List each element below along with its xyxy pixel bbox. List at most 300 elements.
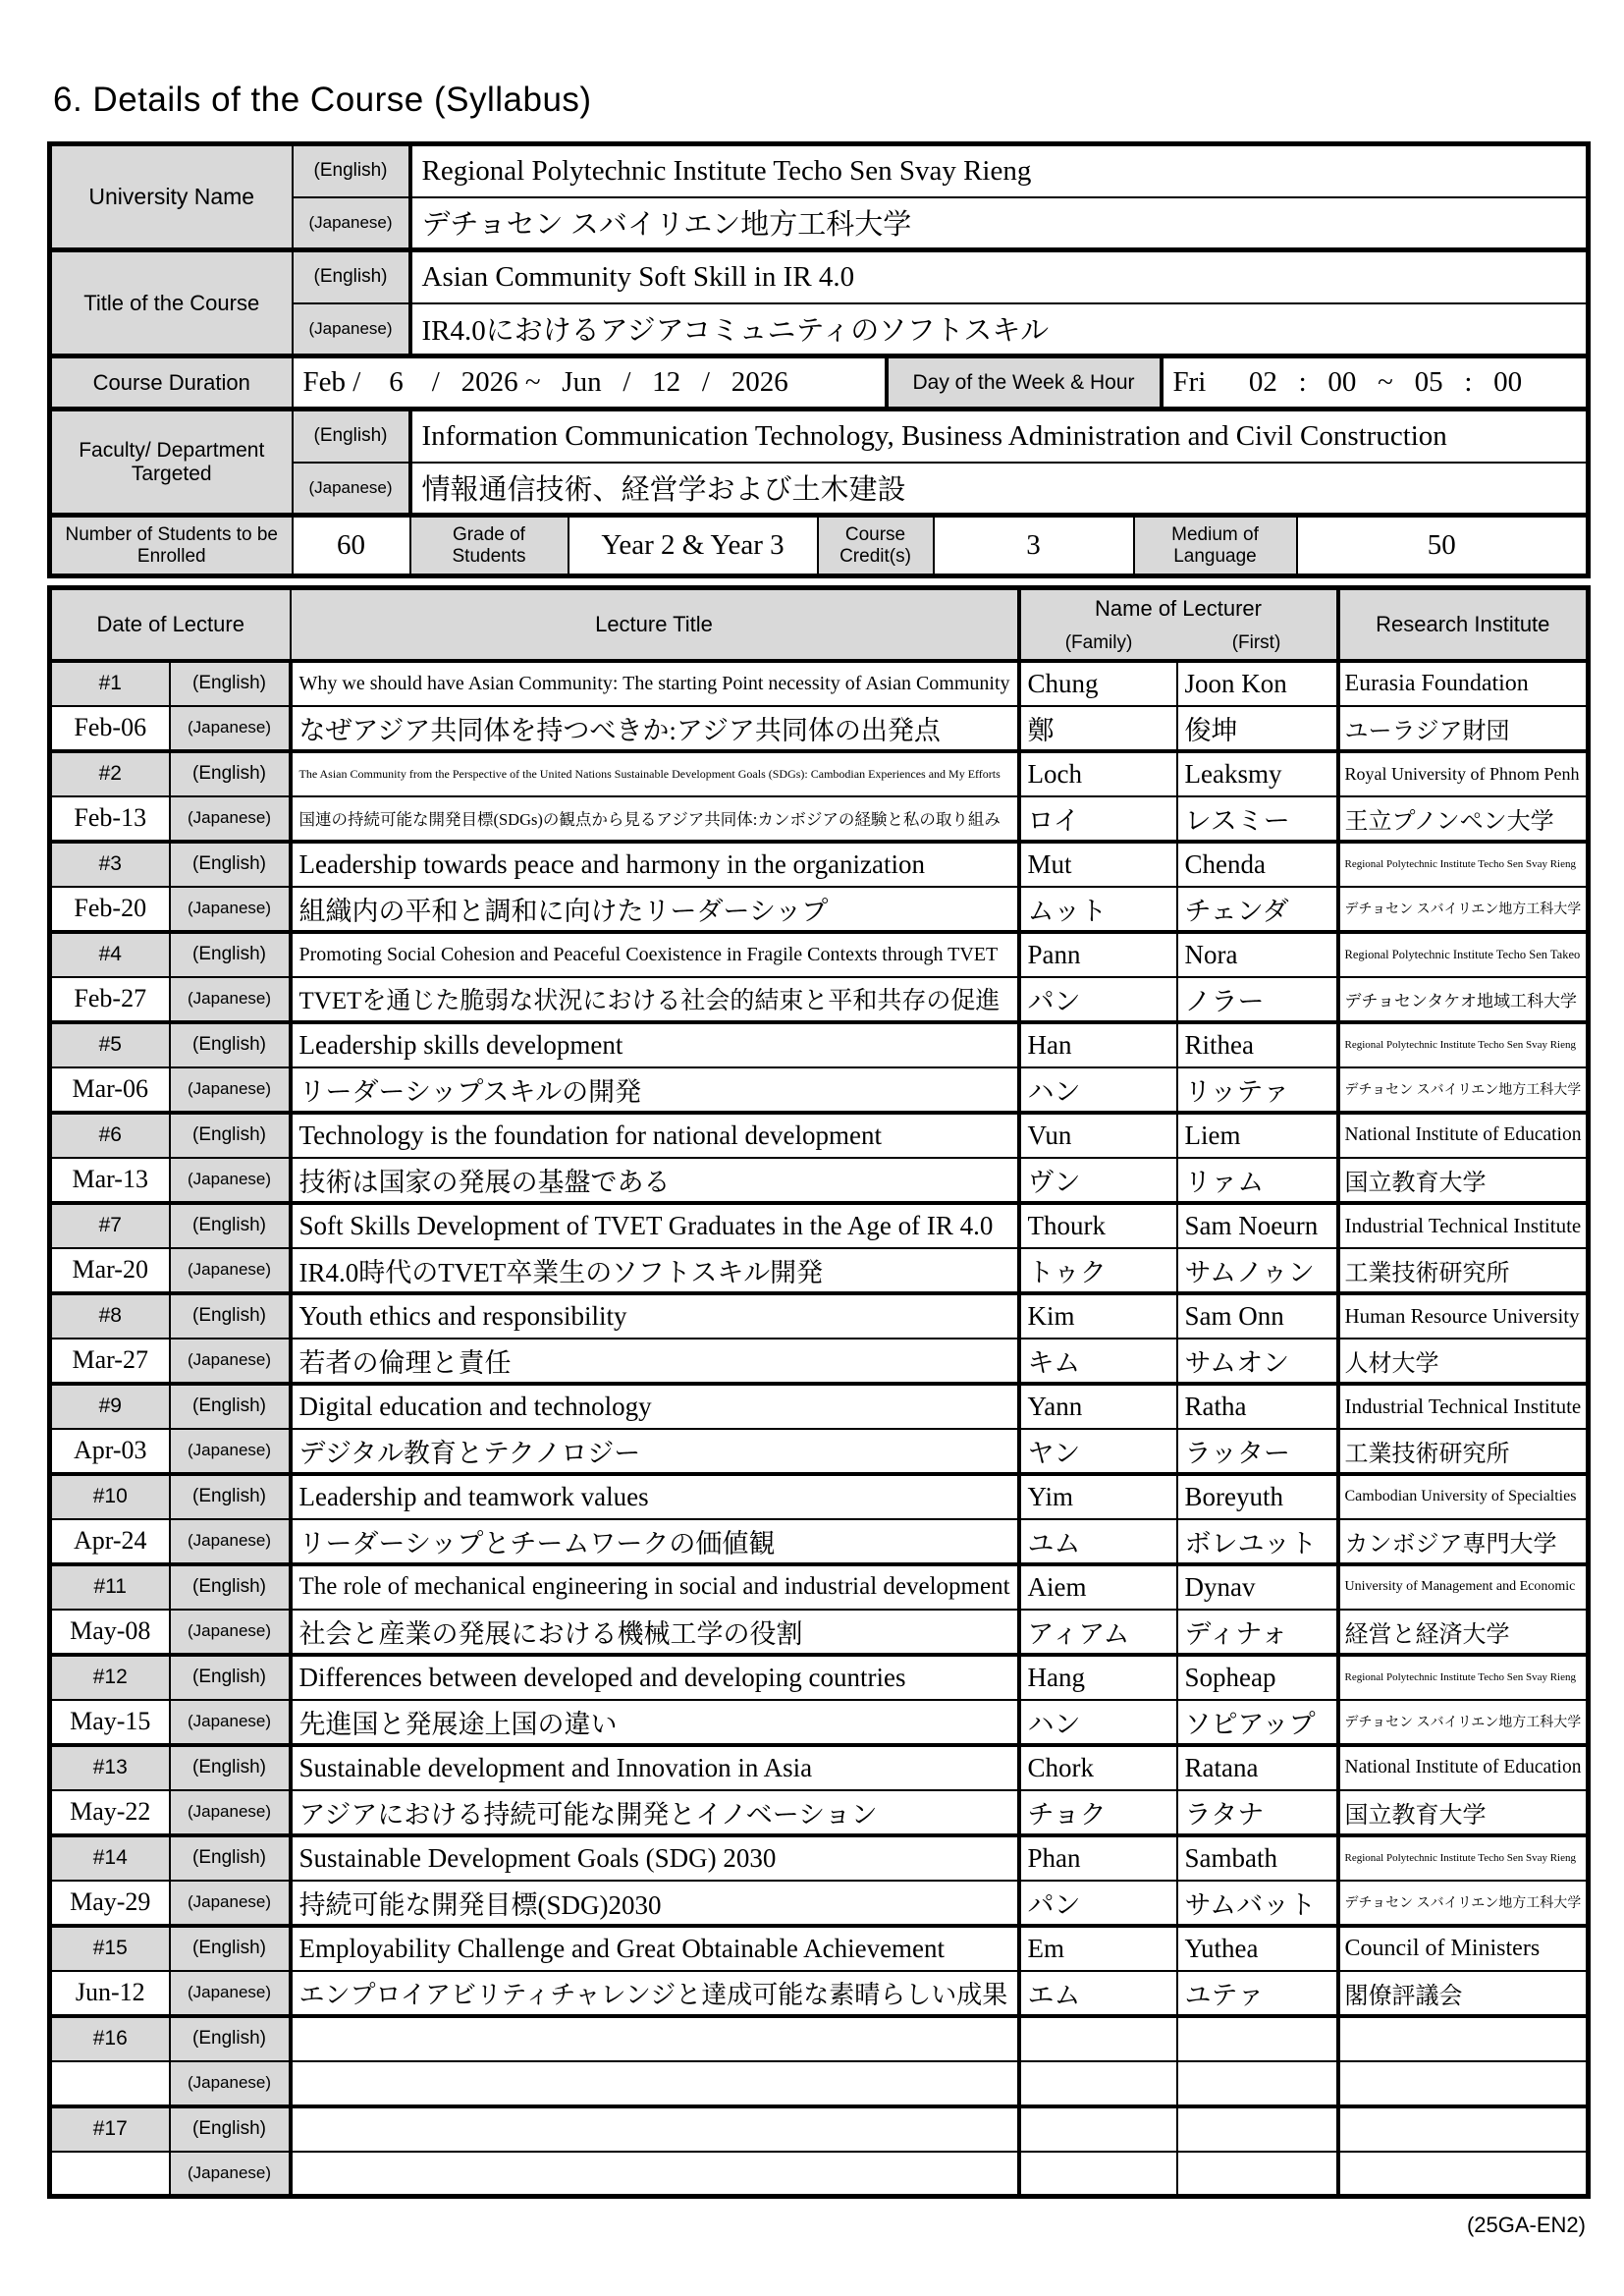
lecturer-family-name-english: Yann [1019, 1384, 1177, 1429]
research-institute-english: Cambodian University of Specialties [1338, 1474, 1589, 1519]
university-name-japanese: デチョセン スバイリエン地方工科大学 [410, 197, 1589, 250]
lecture-title-english: Leadership towards peace and harmony in the organization [291, 842, 1019, 887]
lecture-title-english [291, 2106, 1019, 2152]
lecture-title-japanese: 若者の倫理と責任 [291, 1339, 1019, 1384]
lecture-date: Feb-06 [50, 706, 170, 751]
research-institute-japanese: 王立プノンペン大学 [1338, 796, 1589, 842]
students-enrolled-label: Number of Students to be Enrolled [50, 516, 293, 576]
japanese-tag: (Japanese) [170, 887, 291, 932]
lecture-table-header [50, 588, 1589, 661]
lecture-number: #17 [50, 2106, 170, 2152]
lecture-row-japanese [50, 887, 1589, 932]
lecturer-family-name-english: Phan [1019, 1835, 1177, 1881]
research-institute-english: National Institute of Education [1338, 1745, 1589, 1790]
lecture-date: May-22 [50, 1790, 170, 1835]
lecturer-first-name-japanese: ラタナ [1177, 1790, 1338, 1835]
lecturer-family-name-japanese: ヤン [1019, 1429, 1177, 1474]
lecturer-first-name-japanese: ユテァ [1177, 1971, 1338, 2016]
lecturer-first-name-english: Yuthea [1177, 1926, 1338, 1971]
lecture-row-japanese [50, 1610, 1589, 1655]
japanese-tag: (Japanese) [170, 1429, 291, 1474]
japanese-tag: (Japanese) [170, 1519, 291, 1564]
course-duration-section [47, 354, 1591, 411]
research-institute-japanese: 国立教育大学 [1338, 1790, 1589, 1835]
lecturer-first-name-japanese: ボレユット [1177, 1519, 1338, 1564]
research-institute-header: Research Institute [1338, 588, 1589, 661]
lecturer-family-name-japanese: パン [1019, 1881, 1177, 1926]
english-tag: (English) [170, 932, 291, 977]
first-name-header: (First) [1177, 628, 1338, 661]
lecturer-family-name-japanese: キム [1019, 1339, 1177, 1384]
medium-label: Medium of Language [1134, 516, 1297, 576]
lecture-number: #14 [50, 1835, 170, 1881]
faculty-japanese: 情報通信技術、経営学および土木建設 [410, 463, 1589, 516]
lecture-row-english [50, 1564, 1589, 1610]
lecturer-first-name-english: Liem [1177, 1113, 1338, 1158]
lecture-row-japanese [50, 1429, 1589, 1474]
lecture-row-english [50, 1113, 1589, 1158]
lecturer-first-name-english: Joon Kon [1177, 661, 1338, 706]
course-title-english-row [50, 250, 1589, 303]
lecture-row-japanese [50, 1881, 1589, 1926]
english-tag: (English) [170, 1835, 291, 1881]
english-tag: (English) [170, 1655, 291, 1700]
lecture-title-japanese: アジアにおける持続可能な開発とイノベーション [291, 1790, 1019, 1835]
lecture-number: #2 [50, 751, 170, 796]
lecturer-family-name-english: Chung [1019, 661, 1177, 706]
lecture-title-japanese: リーダーシップスキルの開発 [291, 1067, 1019, 1113]
lecture-title-japanese: 組織内の平和と調和に向けたリーダーシップ [291, 887, 1019, 932]
lecturer-first-name-japanese: リッテァ [1177, 1067, 1338, 1113]
research-institute-japanese: 工業技術研究所 [1338, 1429, 1589, 1474]
lecturer-first-name-japanese: ノラー [1177, 977, 1338, 1022]
date-of-lecture-header: Date of Lecture [50, 588, 291, 661]
research-institute-japanese: デチョセン スバイリエン地方工科大学 [1338, 1700, 1589, 1745]
lecture-row-japanese [50, 1971, 1589, 2016]
lecturer-family-name-japanese: ハン [1019, 1067, 1177, 1113]
lecture-number: #16 [50, 2016, 170, 2061]
lecture-row-japanese [50, 1339, 1589, 1384]
lecture-date: Apr-03 [50, 1429, 170, 1474]
research-institute-japanese: デチョセン スバイリエン地方工科大学 [1338, 1881, 1589, 1926]
lecture-group [50, 661, 1589, 751]
japanese-tag: (Japanese) [170, 2152, 291, 2197]
lecture-title-english: The Asian Community from the Perspective of the United Nations Sustainable Development Goals (SDGs): Cambodian Experiences and My Efforts [291, 751, 1019, 796]
research-institute-japanese: デチョセン スバイリエン地方工科大学 [1338, 1067, 1589, 1113]
lecture-row-japanese [50, 1790, 1589, 1835]
lecture-row-japanese [50, 1067, 1589, 1113]
lecture-date: Mar-20 [50, 1248, 170, 1293]
day-hour-value: Fri 02 : 00 ~ 05 : 00 [1162, 356, 1589, 410]
english-tag: (English) [170, 842, 291, 887]
research-institute-english: Eurasia Foundation [1338, 661, 1589, 706]
lecture-group [50, 1564, 1589, 1655]
research-institute-japanese: 経営と経済大学 [1338, 1610, 1589, 1655]
lecture-row-japanese [50, 1248, 1589, 1293]
english-tag: (English) [170, 1926, 291, 1971]
lecture-schedule-table [47, 585, 1591, 2199]
japanese-tag: (Japanese) [170, 706, 291, 751]
lecturer-family-name-english [1019, 2106, 1177, 2152]
lecture-title-japanese: 技術は国家の発展の基盤である [291, 1158, 1019, 1203]
page-title: 6. Details of the Course (Syllabus) [53, 81, 592, 119]
lecture-number: #7 [50, 1203, 170, 1248]
research-institute-japanese: 人材大学 [1338, 1339, 1589, 1384]
research-institute-english: Regional Polytechnic Institute Techo Sen Takeo [1338, 932, 1589, 977]
lecture-title-english: Technology is the foundation for national development [291, 1113, 1019, 1158]
english-tag: (English) [170, 1113, 291, 1158]
lecture-row-english [50, 1293, 1589, 1339]
lecturer-first-name-japanese: ディナォ [1177, 1610, 1338, 1655]
lecturer-family-name-japanese: パン [1019, 977, 1177, 1022]
university-name-section [47, 141, 1591, 252]
lecture-row-english [50, 1745, 1589, 1790]
lecture-group [50, 1474, 1589, 1564]
lecture-group [50, 1655, 1589, 1745]
lecture-row-english [50, 1835, 1589, 1881]
lecture-title-japanese: なぜアジア共同体を持つべきか:アジア共同体の出発点 [291, 706, 1019, 751]
lecture-number: #1 [50, 661, 170, 706]
lecture-date [50, 2061, 170, 2106]
lecture-number: #13 [50, 1745, 170, 1790]
lecturer-family-name-japanese: 鄭 [1019, 706, 1177, 751]
lecture-title-japanese: IR4.0時代のTVET卒業生のソフトスキル開発 [291, 1248, 1019, 1293]
english-tag: (English) [170, 661, 291, 706]
course-title-japanese: IR4.0におけるアジアコミュニティのソフトスキル [410, 303, 1589, 356]
research-institute-english: Industrial Technical Institute [1338, 1203, 1589, 1248]
english-tag: (English) [170, 2016, 291, 2061]
lecture-title-japanese: TVETを通じた脆弱な状況における社会的結束と平和共存の促進 [291, 977, 1019, 1022]
lecture-number: #12 [50, 1655, 170, 1700]
lecturer-first-name-english: Ratana [1177, 1745, 1338, 1790]
lecture-date: Feb-27 [50, 977, 170, 1022]
lecturer-family-name-japanese [1019, 2061, 1177, 2106]
lecture-row-english [50, 1384, 1589, 1429]
japanese-tag: (Japanese) [170, 1248, 291, 1293]
japanese-tag: (Japanese) [170, 796, 291, 842]
lecture-number: #5 [50, 1022, 170, 1067]
research-institute-english: Regional Polytechnic Institute Techo Sen Svay Rieng [1338, 842, 1589, 887]
lecture-row-japanese [50, 2061, 1589, 2106]
lecture-group [50, 932, 1589, 1022]
lecture-row-japanese [50, 2152, 1589, 2197]
form-code: (25GA-EN2) [1466, 2213, 1586, 2237]
credits-label: Course Credit(s) [818, 516, 934, 576]
research-institute-english: Regional Polytechnic Institute Techo Sen Svay Rieng [1338, 1835, 1589, 1881]
lecture-title-english [291, 2016, 1019, 2061]
english-tag: (English) [170, 1474, 291, 1519]
lecturer-first-name-japanese: レスミー [1177, 796, 1338, 842]
lecturer-family-name-english [1019, 2016, 1177, 2061]
lecture-row-english [50, 1022, 1589, 1067]
lecture-row-japanese [50, 1158, 1589, 1203]
lecture-date: Mar-13 [50, 1158, 170, 1203]
lecture-row-english [50, 2016, 1589, 2061]
lecturer-first-name-japanese: 俊坤 [1177, 706, 1338, 751]
lecture-title-english: Differences between developed and developing countries [291, 1655, 1019, 1700]
lecturer-family-name-english: Pann [1019, 932, 1177, 977]
lecturer-first-name-english: Rithea [1177, 1022, 1338, 1067]
medium-value: 50 [1297, 516, 1589, 576]
name-of-lecturer-header: Name of Lecturer [1019, 588, 1338, 628]
lecturer-family-name-japanese: ムット [1019, 887, 1177, 932]
lecture-number: #3 [50, 842, 170, 887]
faculty-english: Information Communication Technology, Business Administration and Civil Construction [410, 410, 1589, 463]
course-title-label: Title of the Course [50, 250, 293, 356]
lecture-row-japanese [50, 1519, 1589, 1564]
japanese-tag: (Japanese) [170, 977, 291, 1022]
lecturer-first-name-japanese: サムバット [1177, 1881, 1338, 1926]
lecturer-family-name-japanese: ハン [1019, 1700, 1177, 1745]
university-english-row [50, 144, 1589, 197]
lecture-group [50, 751, 1589, 842]
lecture-group [50, 1022, 1589, 1113]
lecturer-first-name-english: Chenda [1177, 842, 1338, 887]
research-institute-japanese: デチョセン スバイリエン地方工科大学 [1338, 887, 1589, 932]
lecturer-first-name-english: Sambath [1177, 1835, 1338, 1881]
lecture-row-japanese [50, 1700, 1589, 1745]
lecture-number: #4 [50, 932, 170, 977]
lecture-row-japanese [50, 706, 1589, 751]
lecturer-first-name-english: Leaksmy [1177, 751, 1338, 796]
lecture-title-english: Digital education and technology [291, 1384, 1019, 1429]
lecture-date [50, 2152, 170, 2197]
lecturer-first-name-japanese [1177, 2152, 1338, 2197]
lecture-row-english [50, 1203, 1589, 1248]
lecturer-family-name-japanese: エム [1019, 1971, 1177, 2016]
lecture-date: Jun-12 [50, 1971, 170, 2016]
lecture-date: May-29 [50, 1881, 170, 1926]
lecture-title-english: Sustainable Development Goals (SDG) 2030 [291, 1835, 1019, 1881]
lecture-title-english: Promoting Social Cohesion and Peaceful Coexistence in Fragile Contexts through TVET [291, 932, 1019, 977]
lecture-number: #8 [50, 1293, 170, 1339]
lecture-number: #15 [50, 1926, 170, 1971]
lecturer-family-name-japanese: トゥク [1019, 1248, 1177, 1293]
lecture-row-english [50, 1474, 1589, 1519]
research-institute-english: Human Resource University [1338, 1293, 1589, 1339]
lecture-title-japanese: 社会と産業の発展における機械工学の役割 [291, 1610, 1019, 1655]
lecture-group [50, 2106, 1589, 2197]
lecture-row-english [50, 661, 1589, 706]
lecturer-family-name-japanese: アィアム [1019, 1610, 1177, 1655]
lecturer-first-name-english [1177, 2016, 1338, 2061]
lecture-title-japanese: 持続可能な開発目標(SDG)2030 [291, 1881, 1019, 1926]
lecture-date: Apr-24 [50, 1519, 170, 1564]
lecturer-first-name-english: Sam Onn [1177, 1293, 1338, 1339]
lecturer-first-name-japanese: サムオン [1177, 1339, 1338, 1384]
lecture-title-japanese: デジタル教育とテクノロジー [291, 1429, 1019, 1474]
lecture-number: #9 [50, 1384, 170, 1429]
lecture-title-japanese: リーダーシップとチームワークの価値観 [291, 1519, 1019, 1564]
lecturer-family-name-english: Hang [1019, 1655, 1177, 1700]
english-tag: (English) [293, 250, 410, 303]
research-institute-english: University of Management and Economic [1338, 1564, 1589, 1610]
lecturer-first-name-japanese: リァム [1177, 1158, 1338, 1203]
lecture-title-english: Leadership and teamwork values [291, 1474, 1019, 1519]
research-institute-japanese [1338, 2061, 1589, 2106]
research-institute-japanese: デチョセンタケオ地域工科大学 [1338, 977, 1589, 1022]
lecture-title-english: Youth ethics and responsibility [291, 1293, 1019, 1339]
lecture-title-japanese: 先進国と発展途上国の違い [291, 1700, 1019, 1745]
lecture-title-japanese [291, 2152, 1019, 2197]
lecturer-first-name-japanese: チェンダ [1177, 887, 1338, 932]
lecture-title-english: Soft Skills Development of TVET Graduates in the Age of IR 4.0 [291, 1203, 1019, 1248]
english-tag: (English) [170, 1022, 291, 1067]
research-institute-japanese: ユーラジア財団 [1338, 706, 1589, 751]
research-institute-english: Royal University of Phnom Penh [1338, 751, 1589, 796]
lecturer-family-name-english: Chork [1019, 1745, 1177, 1790]
lecture-row-english [50, 1926, 1589, 1971]
lecture-group [50, 1745, 1589, 1835]
grade-label: Grade of Students [410, 516, 568, 576]
japanese-tag: (Japanese) [293, 303, 410, 356]
lecturer-first-name-english: Sam Noeurn [1177, 1203, 1338, 1248]
research-institute-english: Regional Polytechnic Institute Techo Sen Svay Rieng [1338, 1022, 1589, 1067]
lecture-title-header: Lecture Title [291, 588, 1019, 661]
lecture-row-english [50, 842, 1589, 887]
japanese-tag: (Japanese) [170, 1700, 291, 1745]
course-duration-row [50, 356, 1589, 410]
lecture-title-english: Why we should have Asian Community: The starting Point necessity of Asian Community [291, 661, 1019, 706]
lecturer-first-name-english: Dynav [1177, 1564, 1338, 1610]
lecturer-family-name-english: Kim [1019, 1293, 1177, 1339]
lecture-date: Mar-06 [50, 1067, 170, 1113]
credits-value: 3 [934, 516, 1134, 576]
lecturer-family-name-japanese: ヴン [1019, 1158, 1177, 1203]
lecture-title-english: Sustainable development and Innovation in Asia [291, 1745, 1019, 1790]
students-section [47, 513, 1591, 578]
lecturer-first-name-english: Nora [1177, 932, 1338, 977]
lecture-row-japanese [50, 796, 1589, 842]
lecture-group [50, 1113, 1589, 1203]
lecture-number: #11 [50, 1564, 170, 1610]
research-institute-english: National Institute of Education [1338, 1113, 1589, 1158]
lecture-group [50, 1835, 1589, 1926]
university-name-english: Regional Polytechnic Institute Techo Sen Svay Rieng [410, 144, 1589, 197]
lecture-title-japanese: 国連の持続可能な開発目標(SDGs)の観点から見るアジア共同体:カンボジアの経験と私の取り組み [291, 796, 1019, 842]
students-enrolled-value: 60 [293, 516, 410, 576]
english-tag: (English) [170, 2106, 291, 2152]
lecturer-family-name-english: Han [1019, 1022, 1177, 1067]
grade-value: Year 2 & Year 3 [568, 516, 818, 576]
lecturer-family-name-english: Loch [1019, 751, 1177, 796]
lecturer-first-name-english [1177, 2106, 1338, 2152]
faculty-english-row [50, 410, 1589, 463]
english-tag: (English) [170, 1564, 291, 1610]
lecturer-family-name-english: Em [1019, 1926, 1177, 1971]
lecture-date: Feb-20 [50, 887, 170, 932]
english-tag: (English) [170, 751, 291, 796]
family-name-header: (Family) [1019, 628, 1177, 661]
lecture-title-japanese [291, 2061, 1019, 2106]
research-institute-japanese [1338, 2152, 1589, 2197]
lecturer-first-name-japanese [1177, 2061, 1338, 2106]
lecturer-family-name-english: Vun [1019, 1113, 1177, 1158]
lecturer-family-name-english: Yim [1019, 1474, 1177, 1519]
lecture-group [50, 2016, 1589, 2106]
lecturer-family-name-english: Thourk [1019, 1203, 1177, 1248]
research-institute-english [1338, 2016, 1589, 2061]
japanese-tag: (Japanese) [293, 463, 410, 516]
lecturer-first-name-japanese: ソピアップ [1177, 1700, 1338, 1745]
lecture-title-english: Leadership skills development [291, 1022, 1019, 1067]
lecturer-first-name-japanese: ラッター [1177, 1429, 1338, 1474]
lecturer-family-name-japanese [1019, 2152, 1177, 2197]
english-tag: (English) [170, 1293, 291, 1339]
day-hour-label: Day of the Week & Hour [887, 356, 1162, 410]
japanese-tag: (Japanese) [170, 1790, 291, 1835]
research-institute-english: Industrial Technical Institute [1338, 1384, 1589, 1429]
lecturer-family-name-english: Mut [1019, 842, 1177, 887]
lecture-number: #6 [50, 1113, 170, 1158]
lecture-date: May-08 [50, 1610, 170, 1655]
lecture-date: Mar-27 [50, 1339, 170, 1384]
lecture-title-english: The role of mechanical engineering in social and industrial development [291, 1564, 1019, 1610]
course-duration-label: Course Duration [50, 356, 293, 410]
lecture-group [50, 1926, 1589, 2016]
course-title-section [47, 247, 1591, 358]
lecturer-first-name-english: Boreyuth [1177, 1474, 1338, 1519]
course-duration-value: Feb / 6 / 2026 ~ Jun / 12 / 2026 [293, 356, 887, 410]
lecture-date: May-15 [50, 1700, 170, 1745]
japanese-tag: (Japanese) [170, 1881, 291, 1926]
lecturer-first-name-japanese: サムノゥン [1177, 1248, 1338, 1293]
english-tag: (English) [293, 410, 410, 463]
english-tag: (English) [170, 1745, 291, 1790]
research-institute-japanese: 国立教育大学 [1338, 1158, 1589, 1203]
research-institute-japanese: 工業技術研究所 [1338, 1248, 1589, 1293]
japanese-tag: (Japanese) [293, 197, 410, 250]
lecture-row-english [50, 932, 1589, 977]
research-institute-english [1338, 2106, 1589, 2152]
university-name-label: University Name [50, 144, 293, 250]
lecture-group [50, 1203, 1589, 1293]
japanese-tag: (Japanese) [170, 1971, 291, 2016]
lecture-row-japanese [50, 977, 1589, 1022]
lecture-row-english [50, 1655, 1589, 1700]
japanese-tag: (Japanese) [170, 2061, 291, 2106]
japanese-tag: (Japanese) [170, 1067, 291, 1113]
lecturer-first-name-english: Ratha [1177, 1384, 1338, 1429]
lecture-row-english [50, 751, 1589, 796]
students-row [50, 516, 1589, 576]
lecture-group [50, 1384, 1589, 1474]
lecture-title-english: Employability Challenge and Great Obtainable Achievement [291, 1926, 1019, 1971]
english-tag: (English) [170, 1384, 291, 1429]
lecture-group [50, 842, 1589, 932]
lecturer-family-name-japanese: ロイ [1019, 796, 1177, 842]
japanese-tag: (Japanese) [170, 1339, 291, 1384]
research-institute-japanese: カンボジア専門大学 [1338, 1519, 1589, 1564]
lecture-date: Feb-13 [50, 796, 170, 842]
english-tag: (English) [170, 1203, 291, 1248]
lecture-number: #10 [50, 1474, 170, 1519]
faculty-section [47, 407, 1591, 518]
research-institute-japanese: 閣僚評議会 [1338, 1971, 1589, 2016]
lecture-group [50, 1293, 1589, 1384]
english-tag: (English) [293, 144, 410, 197]
research-institute-english: Regional Polytechnic Institute Techo Sen Svay Rieng [1338, 1655, 1589, 1700]
course-title-english: Asian Community Soft Skill in IR 4.0 [410, 250, 1589, 303]
faculty-label: Faculty/ Department Targeted [50, 410, 293, 516]
lecturer-family-name-japanese: チョク [1019, 1790, 1177, 1835]
japanese-tag: (Japanese) [170, 1158, 291, 1203]
japanese-tag: (Japanese) [170, 1610, 291, 1655]
lecturer-family-name-japanese: ユム [1019, 1519, 1177, 1564]
lecturer-first-name-english: Sopheap [1177, 1655, 1338, 1700]
lecture-title-japanese: エンプロイアビリティチャレンジと達成可能な素晴らしい成果 [291, 1971, 1019, 2016]
lecture-row-english [50, 2106, 1589, 2152]
